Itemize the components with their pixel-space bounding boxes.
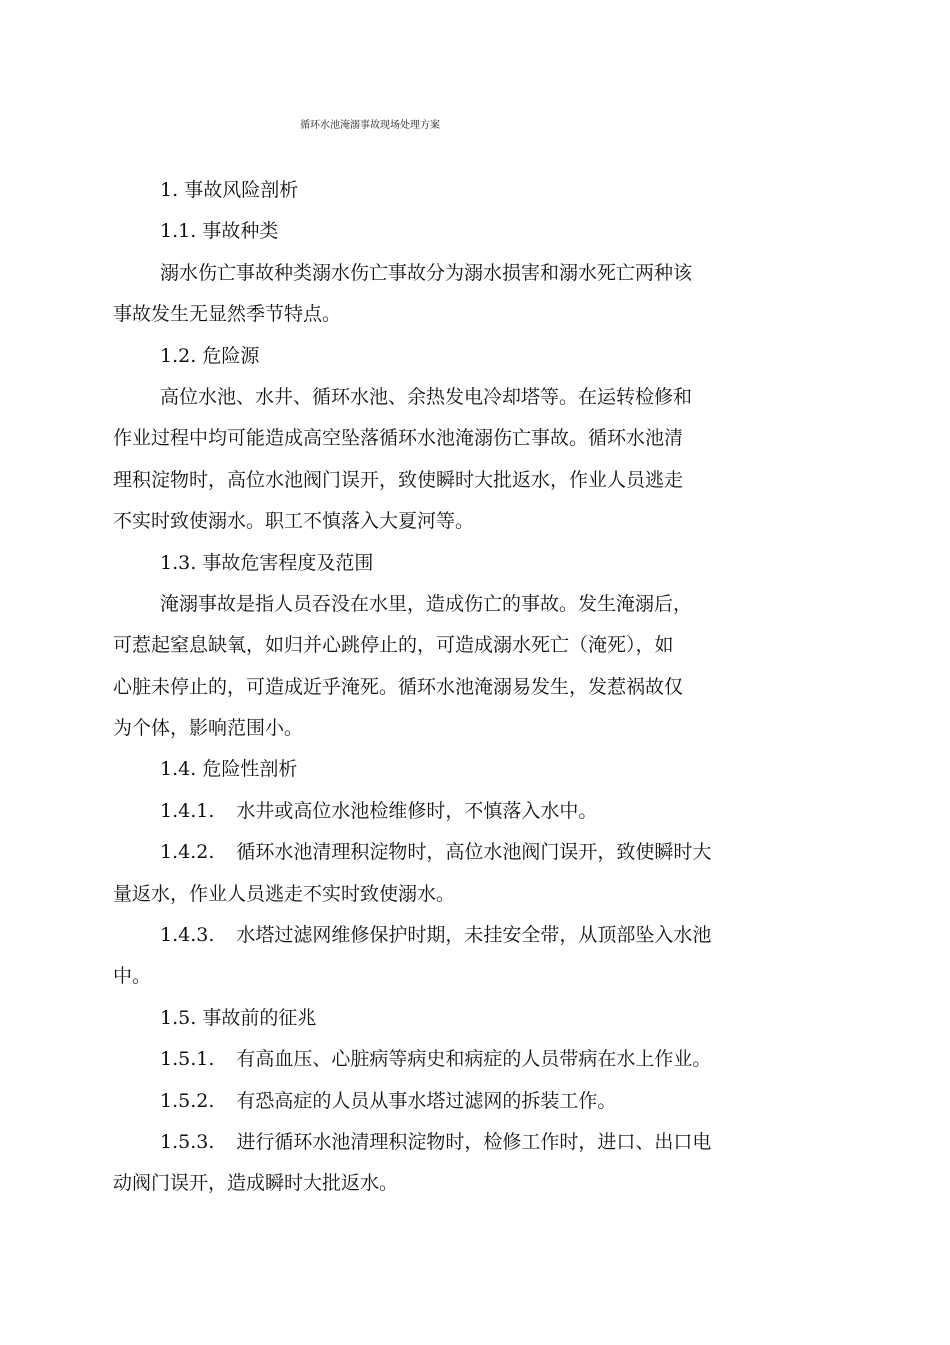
subsection-heading [113,336,773,377]
section-number: 1.1. [160,220,197,243]
item-number: 1.4.2. [160,841,215,864]
subsection-heading [113,211,773,252]
section-number: 1.5. [160,1006,197,1029]
item-text: 有高血压、心脏病等病史和病症的人员带病在水上作业。 [236,1048,712,1071]
item-text: 进行循环水池清理积淀物时，检修工作时，进口、出口电 [236,1130,712,1153]
item-text: 有恐高症的人员从事水塔过滤网的拆装工作。 [236,1089,617,1112]
section-title: 事故风险剖析 [184,179,299,201]
paragraph-line: 事故发生无显然季节特点。 [113,303,342,326]
paragraph-line: 作业过程中均可能造成高空坠落循环水池淹溺伤亡事故。循环水池清 [113,427,684,450]
section-title: 事故危害程度及范围 [202,551,374,574]
section-number: 1. [160,179,179,201]
item-number: 1.4.1. [160,799,215,822]
list-item [113,1039,773,1080]
section-number: 1.3. [160,551,197,574]
section-number: 1.4. [160,758,197,781]
paragraph-line: 不实时致使溺水。职工不慎落入大夏河等。 [113,510,475,533]
section-title: 危险性剖析 [202,758,298,781]
subsection-heading [113,749,773,790]
item-number: 1.5.1. [160,1048,215,1071]
paragraph-line: 理积淀物时，高位水池阀门误开，致使瞬时大批返水，作业人员逃走 [113,468,684,491]
page-header: 循环水池淹溺事故现场处理方案 [300,120,440,131]
list-item [113,1081,773,1122]
paragraph-line: 量返水，作业人员逃走不实时致使溺水。 [113,882,456,905]
paragraph-line: 心脏未停止的，可造成近乎淹死。循环水池淹溺易发生，发惹祸故仅 [113,675,684,698]
subsection-heading [113,998,773,1039]
list-item [113,1122,773,1163]
paragraph-line: 动阀门误开，造成瞬时大批返水。 [113,1172,399,1195]
item-text: 水塔过滤网维修保护时期，未挂安全带，从顶部坠入水池 [236,924,712,947]
subsection-heading [113,543,773,584]
item-text: 水井或高位水池检维修时，不慎落入水中。 [236,799,598,822]
section-number: 1.2. [160,344,197,367]
paragraph-line: 中。 [113,965,152,988]
list-item [113,915,773,956]
section-title: 事故种类 [202,220,279,243]
paragraph-line: 可惹起窒息缺氧，如归并心跳停止的，可造成溺水死亡（淹死），如 [113,634,674,657]
list-item [113,832,773,873]
paragraph-line: 溺水伤亡事故种类溺水伤亡事故分为溺水损害和溺水死亡两种该 [160,261,693,284]
document-body [113,170,773,1205]
section-heading [113,170,773,211]
section-title: 危险源 [202,344,260,367]
item-number: 1.5.3. [160,1130,215,1153]
list-item [113,791,773,832]
paragraph-line: 淹溺事故是指人员吞没在水里，造成伤亡的事故。发生淹溺后， [160,592,693,615]
paragraph-line: 高位水池、水井、循环水池、余热发电冷却塔等。在运转检修和 [160,385,693,408]
paragraph-line: 为个体，影响范围小。 [113,717,304,740]
item-number: 1.4.3. [160,924,215,947]
item-number: 1.5.2. [160,1089,215,1112]
section-title: 事故前的征兆 [202,1006,317,1029]
item-text: 循环水池清理积淀物时，高位水池阀门误开，致使瞬时大 [236,841,712,864]
